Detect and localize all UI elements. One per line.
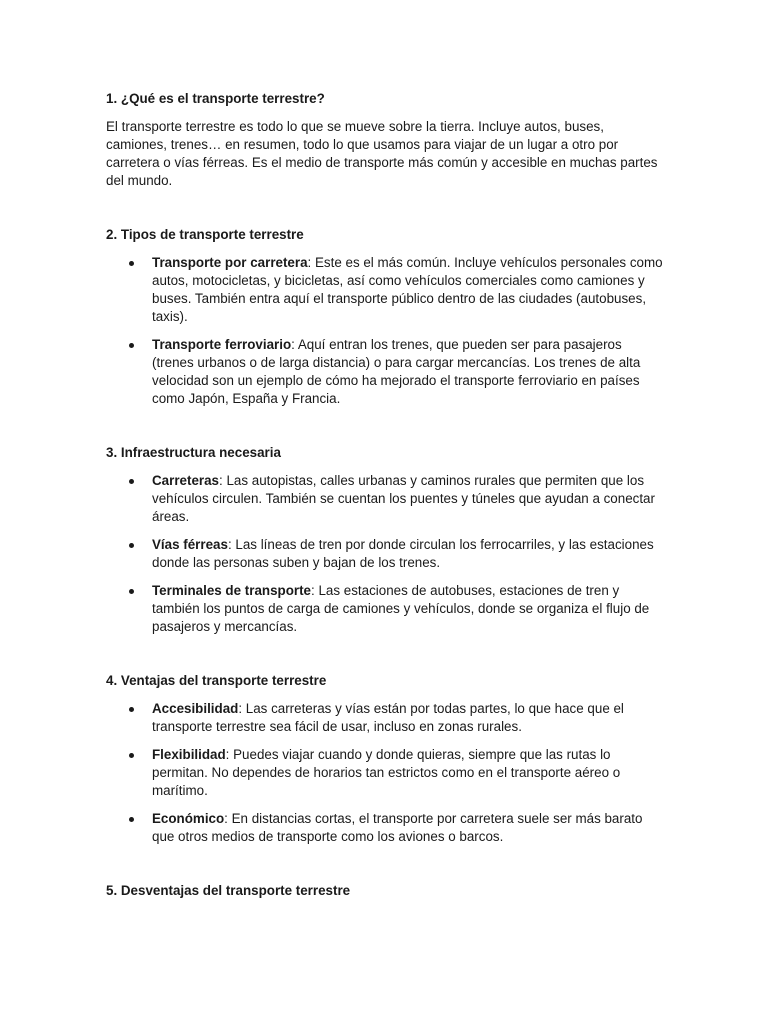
section-desventajas [106, 882, 666, 900]
list-item-text: : Las autopistas, calles urbanas y caminos rurales que permiten que los vehículos circulen. También se cuentan los puentes y túneles que ayudan a conectar áreas. [152, 473, 655, 524]
section-ventajas [106, 672, 666, 846]
list-item-text: : Las estaciones de autobuses, estaciones de tren y también los puntos de carga de camiones y vehículos, donde se organiza el flujo de pasajeros y mercancías. [152, 583, 650, 634]
list-item-term: Vías férreas [152, 537, 228, 552]
list-item-term: Carreteras [152, 473, 219, 488]
bullet-icon [129, 817, 134, 822]
section-heading: 3. Infraestructura necesaria [106, 445, 281, 460]
list-item-term: Flexibilidad [152, 747, 226, 762]
list-item [106, 746, 666, 800]
section-heading: 4. Ventajas del transporte terrestre [106, 673, 327, 688]
bullet-icon [129, 261, 134, 266]
list-item-text: : Las carreteras y vías están por todas partes, lo que hace que el transporte terrestre sea fácil de usar, incluso en zonas rurales. [152, 701, 624, 734]
bullet-icon [129, 753, 134, 758]
section-heading: 2. Tipos de transporte terrestre [106, 227, 304, 242]
bullet-icon [129, 479, 134, 484]
list-item [106, 336, 666, 408]
list-item-term: Transporte ferroviario [152, 337, 292, 352]
list-item-text: : Aquí entran los trenes, que pueden ser para pasajeros (trenes urbanos o de larga distancia) o para cargar mercancías. Los trenes de alta velocidad son un ejemplo de cómo ha mejorado el transporte ferroviario en países como Japón, España y Francia. [152, 337, 641, 406]
bullet-icon [129, 343, 134, 348]
document-page [106, 90, 666, 900]
list-item [106, 582, 666, 636]
list-item-text: : Este es el más común. Incluye vehículos personales como autos, motocicletas, y bicicletas, así como vehículos comerciales como camiones y buses. También entra aquí el transporte público dentro de las ciudades (autobuses, taxis). [152, 255, 663, 324]
section-que-es [106, 90, 666, 190]
bullet-icon [129, 543, 134, 548]
list-item-term: Económico [152, 811, 225, 826]
section-paragraph: El transporte terrestre es todo lo que se mueve sobre la tierra. Incluye autos, buses, camiones, trenes… en resumen, todo lo que usamos para viajar de un lugar a otro por carretera o vías férreas. Es el medio de transporte más común y accesible en muchas partes del mundo. [106, 119, 658, 188]
section-tipos [106, 226, 666, 408]
list-item [106, 254, 666, 326]
list-item-term: Transporte por carretera [152, 255, 308, 270]
bullet-list [106, 254, 666, 408]
list-item [106, 810, 666, 846]
bullet-icon [129, 707, 134, 712]
list-item-text: : Las líneas de tren por donde circulan los ferrocarriles, y las estaciones donde las personas suben y bajan de los trenes. [152, 537, 654, 570]
list-item [106, 536, 666, 572]
section-infraestructura [106, 444, 666, 636]
bullet-icon [129, 589, 134, 594]
list-item [106, 700, 666, 736]
bullet-list [106, 472, 666, 636]
list-item-term: Accesibilidad [152, 701, 239, 716]
list-item-text: : En distancias cortas, el transporte por carretera suele ser más barato que otros medios de transporte como los aviones o barcos. [152, 811, 643, 844]
list-item-text: : Puedes viajar cuando y donde quieras, siempre que las rutas lo permitan. No dependes de horarios tan estrictos como en el transporte aéreo o marítimo. [152, 747, 621, 798]
bullet-list [106, 700, 666, 846]
list-item-term: Terminales de transporte [152, 583, 312, 598]
section-heading: 1. ¿Qué es el transporte terrestre? [106, 91, 325, 106]
list-item [106, 472, 666, 526]
section-heading: 5. Desventajas del transporte terrestre [106, 883, 351, 898]
